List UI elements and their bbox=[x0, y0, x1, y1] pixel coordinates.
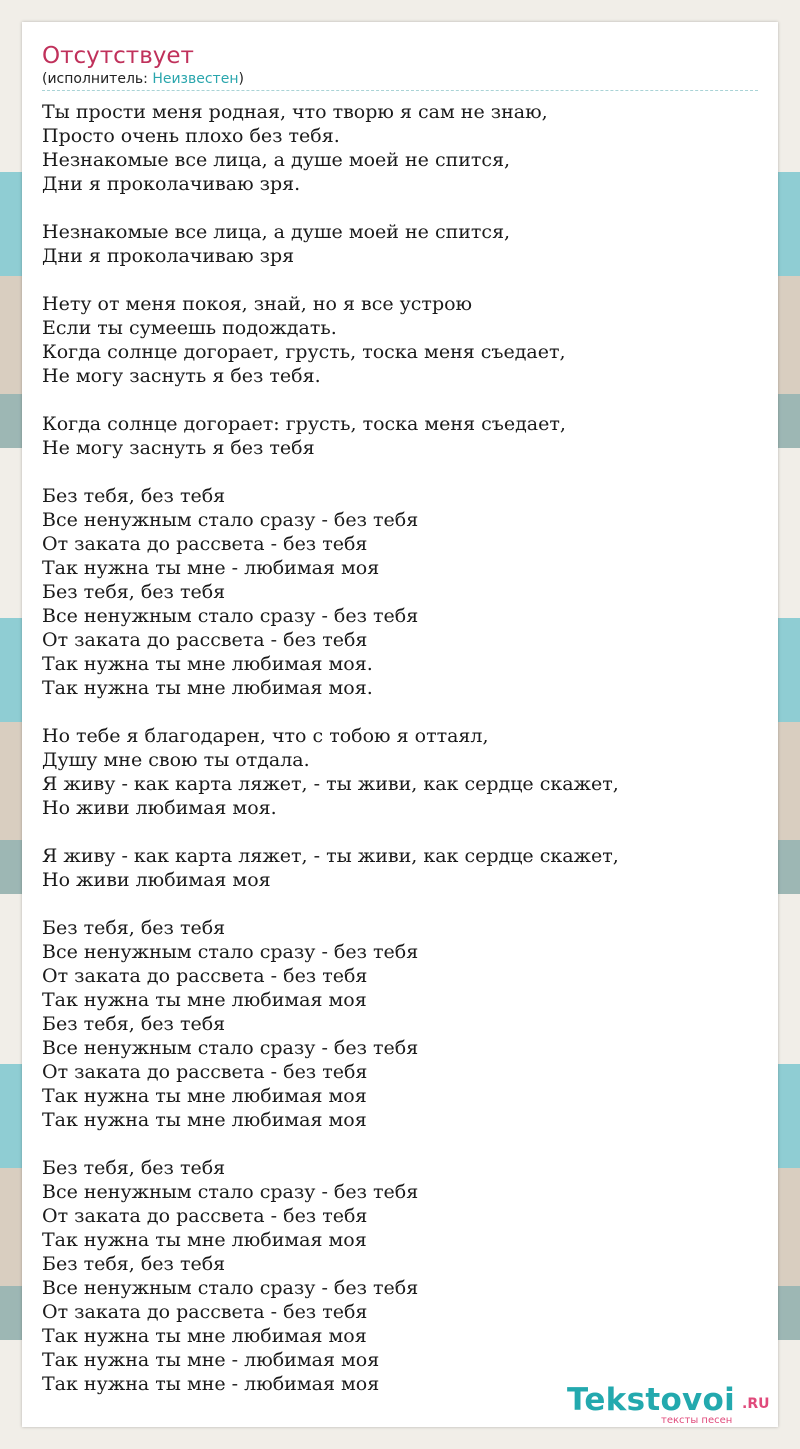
lyrics-line: Без тебя, без тебя bbox=[42, 485, 226, 507]
lyrics-line: Незнакомые все лица, а душе моей не спится, bbox=[42, 221, 511, 243]
lyrics-line: Так нужна ты мне - любимая моя bbox=[42, 1349, 380, 1371]
lyrics-line: Я живу - как карта ляжет, - ты живи, как сердце скажет, bbox=[42, 845, 619, 867]
lyrics-stanza bbox=[42, 724, 758, 820]
lyrics-line: От заката до рассвета - без тебя bbox=[42, 1061, 368, 1083]
lyrics-line: Ты прости меня родная, что творю я сам не знаю, bbox=[42, 101, 548, 123]
lyrics-line: Так нужна ты мне - любимая моя bbox=[42, 557, 380, 579]
lyrics-line: От заката до рассвета - без тебя bbox=[42, 629, 368, 651]
song-title: Отсутствует bbox=[42, 43, 194, 69]
lyrics-line: От заката до рассвета - без тебя bbox=[42, 533, 368, 555]
lyrics-line: Незнакомые все лица, а душе моей не спится, bbox=[42, 149, 511, 171]
lyrics-line: Нету от меня покоя, знай, но я все устрою bbox=[42, 293, 473, 315]
lyrics-line: Но тебе я благодарен, что с тобою я оттаял, bbox=[42, 725, 489, 747]
lyrics-line: Так нужна ты мне любимая моя bbox=[42, 989, 367, 1011]
lyrics-stanza bbox=[42, 412, 758, 460]
lyrics-line: Так нужна ты мне любимая моя bbox=[42, 1229, 367, 1251]
logo-tagline: тексты песен bbox=[661, 1415, 733, 1426]
lyrics-line: Когда солнце догорает, грусть, тоска меня съедает, bbox=[42, 341, 566, 363]
lyrics-stanza bbox=[42, 100, 758, 196]
lyrics-line: Так нужна ты мне любимая моя bbox=[42, 1325, 367, 1347]
lyrics-line: Все ненужным стало сразу - без тебя bbox=[42, 1181, 419, 1203]
lyrics-line: Душу мне свою ты отдала. bbox=[42, 749, 310, 771]
lyrics-line: Все ненужным стало сразу - без тебя bbox=[42, 605, 419, 627]
lyrics-line: Но живи любимая моя bbox=[42, 869, 271, 891]
artist-prefix: (исполнитель: bbox=[42, 71, 153, 87]
lyrics-stanza bbox=[42, 484, 758, 700]
lyrics-line: Все ненужным стало сразу - без тебя bbox=[42, 1277, 419, 1299]
lyrics-card bbox=[22, 22, 778, 1427]
lyrics-line: Без тебя, без тебя bbox=[42, 917, 226, 939]
site-logo[interactable] bbox=[567, 1382, 777, 1426]
lyrics-line: Так нужна ты мне любимая моя bbox=[42, 1109, 367, 1131]
lyrics-line: Не могу заснуть я без тебя. bbox=[42, 365, 321, 387]
lyrics-line: От заката до рассвета - без тебя bbox=[42, 1205, 368, 1227]
lyrics-line: Просто очень плохо без тебя. bbox=[42, 125, 340, 147]
lyrics-line: Не могу заснуть я без тебя bbox=[42, 437, 315, 459]
lyrics-stanza bbox=[42, 1156, 758, 1396]
artist-line bbox=[42, 70, 244, 88]
lyrics-line: Когда солнце догорает: грусть, тоска меня съедает, bbox=[42, 413, 566, 435]
lyrics-line: Без тебя, без тебя bbox=[42, 1253, 226, 1275]
lyrics-stanza bbox=[42, 220, 758, 268]
lyrics-line: Так нужна ты мне любимая моя bbox=[42, 1085, 367, 1107]
lyrics-line: Но живи любимая моя. bbox=[42, 797, 277, 819]
lyrics-line: Все ненужным стало сразу - без тебя bbox=[42, 941, 419, 963]
lyrics-line: Все ненужным стало сразу - без тебя bbox=[42, 1037, 419, 1059]
lyrics-line: Без тебя, без тебя bbox=[42, 1013, 226, 1035]
title-divider bbox=[42, 90, 758, 91]
lyrics-line: Так нужна ты мне любимая моя. bbox=[42, 677, 373, 699]
lyrics-stanza bbox=[42, 292, 758, 388]
lyrics-line: Если ты сумеешь подождать. bbox=[42, 317, 337, 339]
lyrics-line: Все ненужным стало сразу - без тебя bbox=[42, 509, 419, 531]
lyrics-line: Так нужна ты мне - любимая моя bbox=[42, 1373, 380, 1395]
lyrics-line: От заката до рассвета - без тебя bbox=[42, 1301, 368, 1323]
lyrics-line: От заката до рассвета - без тебя bbox=[42, 965, 368, 987]
lyrics-stanza bbox=[42, 844, 758, 892]
lyrics-line: Так нужна ты мне любимая моя. bbox=[42, 653, 373, 675]
lyrics-line: Без тебя, без тебя bbox=[42, 581, 226, 603]
lyrics-text bbox=[42, 100, 758, 1420]
logo-wordmark: Tekstovoi bbox=[567, 1382, 736, 1418]
lyrics-line: Без тебя, без тебя bbox=[42, 1157, 226, 1179]
artist-link[interactable]: Неизвестен bbox=[152, 71, 239, 87]
lyrics-line: Дни я проколачиваю зря bbox=[42, 245, 295, 267]
lyrics-stanza bbox=[42, 916, 758, 1132]
logo-domain-suffix: .RU bbox=[742, 1396, 770, 1412]
lyrics-line: Дни я проколачиваю зря. bbox=[42, 173, 301, 195]
lyrics-line: Я живу - как карта ляжет, - ты живи, как сердце скажет, bbox=[42, 773, 619, 795]
artist-suffix: ) bbox=[238, 71, 244, 87]
